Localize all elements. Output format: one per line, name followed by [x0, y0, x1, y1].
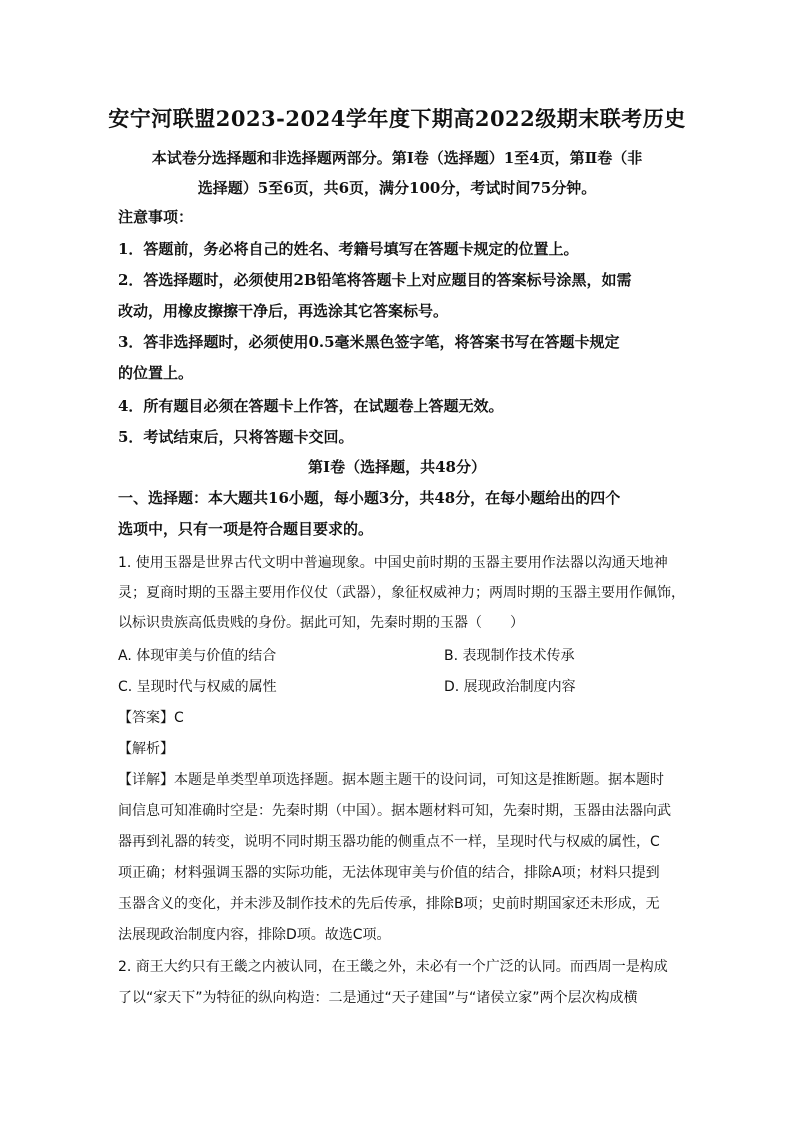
- q1-analysis-4: 项正确；材料强调玉器的实际功能，无法体现审美与价值的结合，排除A项；材料只提到: [118, 865, 660, 881]
- note-2-cont: 改动，用橡皮擦擦干净后，再选涂其它答案标号。: [118, 302, 449, 320]
- note-5: 5．考试结束后，只将答题卡交回。: [118, 428, 354, 446]
- q1-analysis-2: 间信息可知准确时空是：先秦时期（中国）。据本题材料可知，先秦时期，玉器由法器向武: [118, 803, 671, 819]
- q1-option-c: C. 呈现时代与权威的属性: [118, 679, 277, 695]
- q1-stem-3: 以标识贵族高低贵贱的身份。据此可知，先秦时期的玉器（ ）: [118, 615, 524, 631]
- intro-line-1: 本试卷分选择题和非选择题两部分。第Ⅰ卷（选择题）1至4页，第Ⅱ卷（非: [151, 149, 643, 167]
- section-title: 第Ⅰ卷（选择题，共48分）: [308, 458, 486, 476]
- part-heading-1: 一、选择题：本大题共16小题，每小题3分，共48分，在每小题给出的四个: [118, 489, 621, 507]
- note-4: 4．所有题目必须在答题卡上作答，在试题卷上答题无效。: [118, 397, 504, 415]
- page-title: 安宁河联盟2023-2024学年度下期高2022级期末联考历史: [108, 106, 686, 131]
- note-2: 2．答选择题时，必须使用2B铅笔将答题卡上对应题目的答案标号涂黑，如需: [118, 271, 632, 289]
- q1-stem-2: 灵；夏商时期的玉器主要用作仪仗（武器），象征权威神力；两周时期的玉器主要用作佩饰，: [118, 585, 685, 601]
- q1-stem-1: 1. 使用玉器是世界古代文明中普遍现象。中国史前时期的玉器主要用作法器以沟通天地神: [118, 555, 668, 571]
- note-1: 1．答题前，务必将自己的姓名、考籍号填写在答题卡规定的位置上。: [118, 240, 579, 258]
- q1-analysis-label: 【解析】: [118, 741, 174, 757]
- q2-stem-1: 2. 商王大约只有王畿之内被认同，在王畿之外，未必有一个广泛的认同。而西周一是构成: [118, 959, 668, 975]
- q1-answer: 【答案】C: [118, 710, 184, 726]
- q1-analysis-1: 【详解】本题是单类型单项选择题。据本题主题干的设问词，可知这是推断题。据本题时: [118, 772, 664, 788]
- q2-stem-2: 了以“家天下”为特征的纵向构造：二是通过“天子建国”与“诸侯立家”两个层次构成横: [118, 990, 638, 1006]
- note-3-cont: 的位置上。: [118, 364, 194, 382]
- notes-heading: 注意事项：: [118, 208, 194, 226]
- intro-line-2: 选择题）5至6页，共6页，满分100分，考试时间75分钟。: [197, 179, 597, 197]
- q1-analysis-5: 玉器含义的变化，并未涉及制作技术的先后传承，排除B项；史前时期国家还未形成，无: [118, 896, 660, 912]
- part-heading-2: 选项中，只有一项是符合题目要求的。: [118, 520, 374, 538]
- note-3: 3．答非选择题时，必须使用0.5毫米黑色签字笔，将答案书写在答题卡规定: [118, 333, 620, 351]
- q1-analysis-3: 器再到礼器的转变，说明不同时期玉器功能的侧重点不一样，呈现时代与权威的属性，C: [118, 834, 660, 850]
- q1-option-d: D. 展现政治制度内容: [444, 679, 576, 695]
- q1-analysis-6: 法展现政治制度内容，排除D项。故选C项。: [118, 927, 391, 943]
- q1-option-a: A. 体现审美与价值的结合: [118, 648, 277, 664]
- q1-option-b: B. 表现制作技术传承: [444, 648, 575, 664]
